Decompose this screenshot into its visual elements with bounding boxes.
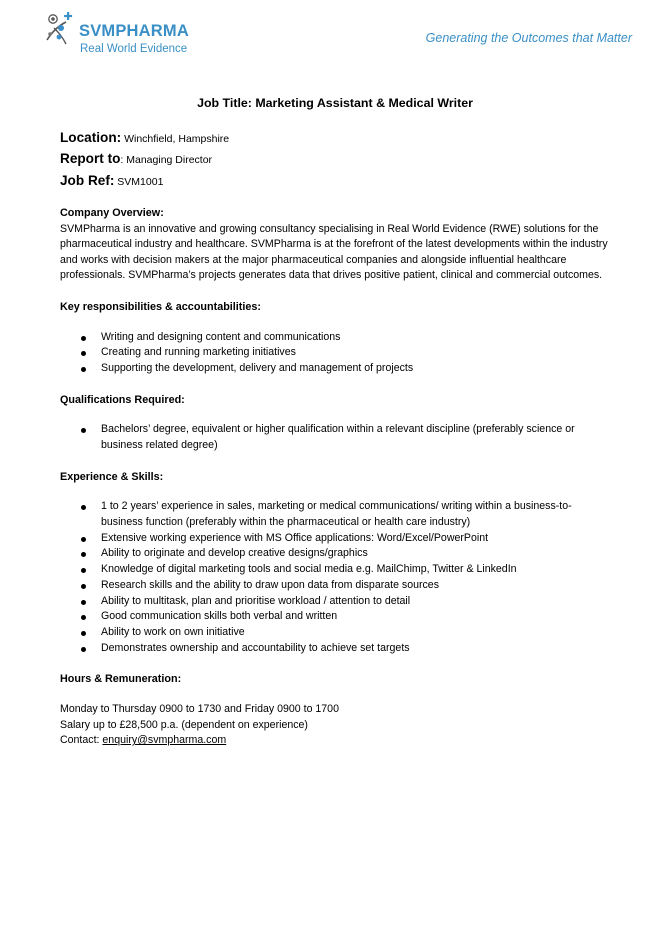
salary-line: Salary up to £28,500 p.a. (dependent on experience) bbox=[60, 718, 308, 731]
bullet-icon bbox=[81, 505, 86, 510]
list-item bbox=[60, 641, 610, 657]
list-item bbox=[60, 594, 610, 610]
list-item bbox=[60, 546, 610, 562]
qualifications-heading: Qualifications Required: bbox=[60, 393, 185, 406]
company-overview-text: SVMPharma is an innovative and growing consultancy specialising in Real World Evidence (RWE) solutions for the pharmaceutical industry and healthcare. SVMPharma is at the forefront of the latest developments within the industry and works with decision makers at the major pharmaceutical companies and alongside influential healthcare professionals. SVMPharma’s projects generates data that drives positive patient, clinical and commercial outcomes. bbox=[60, 222, 608, 282]
list-item bbox=[60, 562, 610, 578]
report-to-value: : Managing Director bbox=[120, 154, 213, 167]
company-logo bbox=[44, 10, 204, 62]
location-value: Winchfield, Hampshire bbox=[121, 132, 230, 145]
bullet-icon bbox=[81, 428, 86, 433]
bullet-icon bbox=[81, 584, 86, 589]
list-item bbox=[60, 361, 610, 377]
bullet-icon bbox=[81, 336, 86, 341]
list-item bbox=[60, 625, 610, 641]
contact-label: Contact: bbox=[60, 734, 103, 747]
responsibilities-heading: Key responsibilities & accountabilities: bbox=[60, 301, 261, 314]
job-ref-line bbox=[60, 171, 610, 193]
list-item-text: Extensive working experience with MS Office applications: Word/Excel/PowerPoint bbox=[101, 531, 489, 544]
bullet-icon bbox=[81, 647, 86, 652]
list-item-text: Ability to multitask, plan and prioritise workload / attention to detail bbox=[101, 594, 411, 607]
list-item bbox=[60, 422, 610, 453]
list-item-text: Good communication skills both verbal and written bbox=[101, 610, 338, 623]
list-item-text: Bachelors’ degree, equivalent or higher qualification within a relevant discipline (preferably science or business related degree) bbox=[101, 423, 575, 452]
list-item-text: 1 to 2 years’ experience in sales, marketing or medical communications/ writing within a business-to-business function (preferably within the pharmaceutical or health care industry) bbox=[101, 500, 572, 529]
bullet-icon bbox=[81, 537, 86, 542]
list-item bbox=[60, 499, 610, 530]
job-ref-label: Job Ref: bbox=[60, 172, 115, 188]
bullet-icon bbox=[81, 351, 86, 356]
experience-heading: Experience & Skills: bbox=[60, 470, 164, 483]
logo-figure-icon bbox=[44, 10, 80, 50]
brand-subtitle: Real World Evidence bbox=[80, 43, 188, 55]
company-overview-heading: Company Overview: bbox=[60, 207, 164, 220]
list-item bbox=[60, 578, 610, 594]
document-body bbox=[60, 96, 610, 749]
location-line bbox=[60, 128, 610, 150]
list-item-text: Ability to originate and develop creative designs/graphics bbox=[101, 547, 368, 560]
job-title: Job Title: Marketing Assistant & Medical Writer bbox=[197, 96, 473, 110]
bullet-icon bbox=[81, 568, 86, 573]
report-to-line bbox=[60, 149, 610, 171]
bullet-icon bbox=[81, 631, 86, 636]
qualifications-list bbox=[60, 422, 610, 453]
hours-line: Monday to Thursday 0900 to 1730 and Friday 0900 to 1700 bbox=[60, 702, 339, 715]
list-item-text: Research skills and the ability to draw upon data from disparate sources bbox=[101, 578, 439, 591]
list-item bbox=[60, 531, 610, 547]
list-item-text: Creating and running marketing initiatives bbox=[101, 346, 296, 359]
bullet-icon bbox=[81, 600, 86, 605]
list-item-text: Demonstrates ownership and accountability to achieve set targets bbox=[101, 641, 410, 654]
list-item bbox=[60, 345, 610, 361]
list-item bbox=[60, 609, 610, 625]
bullet-icon bbox=[81, 367, 86, 372]
bullet-icon bbox=[81, 552, 86, 557]
list-item bbox=[60, 330, 610, 346]
contact-email-link[interactable]: enquiry@svmpharma.com bbox=[102, 734, 227, 747]
contact-line bbox=[60, 733, 610, 749]
list-item-text: Ability to work on own initiative bbox=[101, 625, 245, 638]
list-item-text: Writing and designing content and communications bbox=[101, 330, 341, 343]
bullet-icon bbox=[81, 615, 86, 620]
company-tagline: Generating the Outcomes that Matter bbox=[425, 31, 632, 45]
list-item-text: Knowledge of digital marketing tools and social media e.g. MailChimp, Twitter & LinkedIn bbox=[101, 563, 517, 576]
responsibilities-list bbox=[60, 330, 610, 377]
brand-name: SVMPHARMA bbox=[79, 22, 189, 40]
location-label: Location: bbox=[60, 129, 122, 145]
hours-heading: Hours & Remuneration: bbox=[60, 673, 182, 686]
company-overview-section bbox=[60, 206, 610, 284]
report-to-label: Report to bbox=[60, 151, 121, 167]
list-item-text: Supporting the development, delivery and management of projects bbox=[101, 362, 414, 375]
experience-list bbox=[60, 499, 610, 656]
job-ref-value: SVM1001 bbox=[114, 175, 164, 188]
